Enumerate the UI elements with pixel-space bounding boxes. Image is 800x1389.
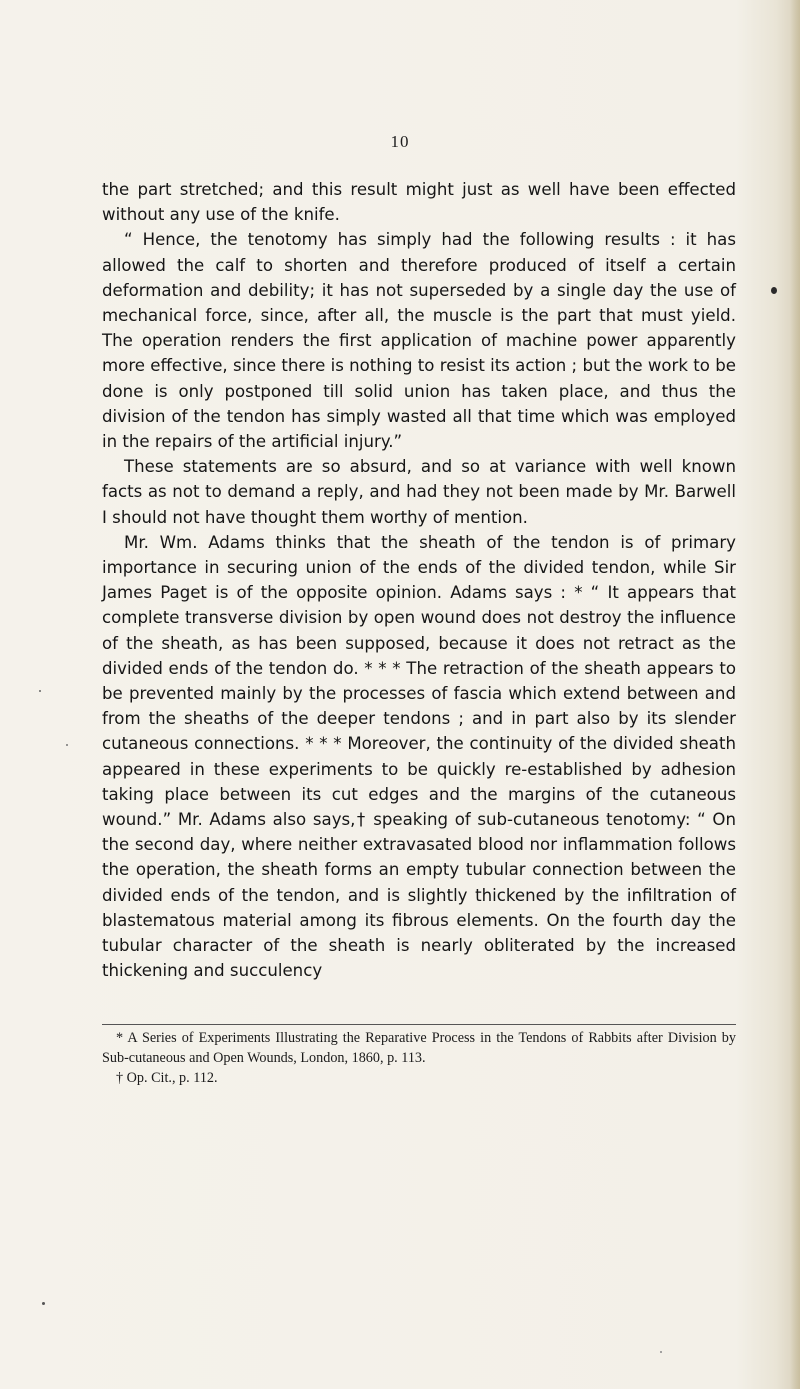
paragraph-4: Mr. Wm. Adams thinks that the sheath of the tendon is of primary importance in securing union of the ends of the divided tendon, while Sir James Paget is of the opposite opinion. Adams says : * “ It appears that complete transverse division by open wound does not destroy the influence of the sheath, as has been supposed, because it does not retract as the divided ends of the tendon do. * * * The retraction of the sheath appears to be prevented mainly by the processes of fascia which extend between and from the sheaths of the deeper tendons ; and in part also by its slender cutaneous connections. * * * Moreover, the continuity of the divided sheath appeared in these experiments to be quickly re-established by adhesion taking place between its cut edges and the margins of the cutaneous wound.” Mr. Adams also says,† speaking of sub-cutaneous tenotomy: “ On the second day, where neither extravasated blood nor inflammation follows the operation, the sheath forms an empty tubular connection between the divided ends of the tendon, and is slightly thickened by the infiltration of blastematous material among its fibrous elements. On the fourth day the tubular character of the sheath is nearly obliterated by the increased thickening and succulency: [102, 532, 736, 981]
paragraph-3: These statements are so absurd, and so at variance with well known facts as not to demand a reply, and had they not been made by Mr. Barwell I should not have thought them worthy of mention.: [102, 457, 736, 527]
ink-speck: [42, 1302, 45, 1305]
body-text: [102, 177, 736, 984]
ink-speck: [771, 287, 777, 294]
paragraph-1: the part stretched; and this result might just as well have been effected without any use of the knife.: [102, 180, 736, 225]
paragraph-2: “ Hence, the tenotomy has simply had the following results : it has allowed the calf to shorten and therefore produced of itself a certain deformation and debility; it has not superseded by a single day the use of mechanical force, since, after all, the muscle is the part that must yield. The operation renders the first application of machine power apparently more effective, since there is nothing to resist its action ; but the work to be done is only postponed till solid union has taken place, and thus the division of the tendon has simply wasted all that time which was employed in the repairs of the artificial injury.”: [102, 230, 736, 452]
page-number: 10: [390, 132, 410, 151]
ink-speck: [660, 1351, 662, 1353]
footnote-divider: [102, 1024, 736, 1025]
footnotes: [102, 1028, 736, 1088]
footnote-2: † Op. Cit., p. 112.: [116, 1070, 218, 1086]
ink-speck: [66, 744, 68, 746]
ink-speck: [39, 690, 41, 692]
page-edge-shadow: [790, 0, 800, 1389]
footnote-1: * A Series of Experiments Illustrating the Reparative Process in the Tendons of Rabbits after Division by Sub-cutaneous and Open Wounds, London, 1860, p. 113.: [102, 1030, 736, 1066]
